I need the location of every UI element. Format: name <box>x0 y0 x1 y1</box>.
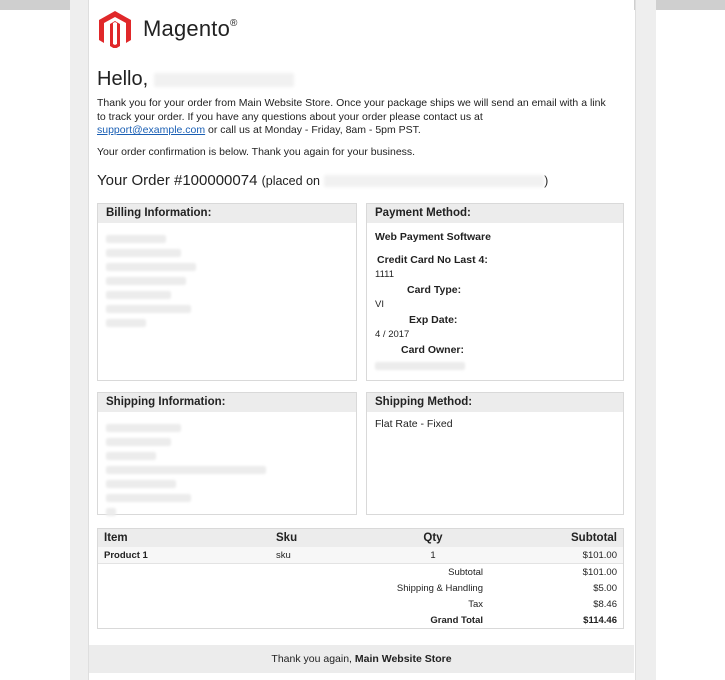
cc-last4-value: 1111 <box>375 269 395 280</box>
order-email <box>89 0 634 680</box>
col-item: Item <box>98 529 270 547</box>
item-name: Product 1 <box>98 547 270 564</box>
support-email-link[interactable]: support@example.com <box>97 124 206 136</box>
order-title: Your Order #100000074 (placed on ) <box>97 172 549 189</box>
billing-panel <box>97 203 357 381</box>
item-qty: 1 <box>377 547 489 564</box>
payment-method-name: Web Payment Software <box>375 231 491 243</box>
card-owner-label: Card Owner: <box>401 344 465 356</box>
shipping-method-heading: Shipping Method: <box>367 393 623 412</box>
tax-value: $8.46 <box>593 598 617 610</box>
shipping-label: Shipping & Handling <box>396 582 483 594</box>
subtotal-label: Subtotal <box>270 564 489 581</box>
item-subtotal: $101.00 <box>489 547 623 564</box>
magento-logo-icon <box>97 10 133 48</box>
cc-last4-label: Credit Card No Last 4: <box>377 254 488 266</box>
exp-date-label: Exp Date: <box>409 314 458 326</box>
left-gutter <box>70 0 89 680</box>
tax-label: Tax <box>468 598 483 610</box>
grand-total-label: Grand Total <box>430 614 483 626</box>
totals-row-grand <box>98 612 623 628</box>
shipping-value: $5.00 <box>593 582 617 594</box>
confirmation-text: Your order confirmation is below. Thank you again for your business. <box>97 146 416 158</box>
shipping-address-redacted <box>98 412 356 522</box>
footer-store-name: Main Website Store <box>354 653 452 665</box>
totals-row-shipping <box>98 580 623 596</box>
billing-address-redacted <box>98 223 356 333</box>
order-items-table <box>97 528 624 629</box>
redacted-card-owner <box>375 362 465 370</box>
email-footer: Thank you again, Main Website Store <box>89 645 634 673</box>
shipping-info-panel <box>97 392 357 515</box>
right-gutter <box>635 0 656 680</box>
col-subtotal: Subtotal <box>489 529 623 547</box>
card-type-value: VI <box>375 299 384 310</box>
billing-heading: Billing Information: <box>98 204 356 223</box>
subtotal-value: $101.00 <box>489 564 623 581</box>
shipping-info-heading: Shipping Information: <box>98 393 356 412</box>
shipping-method-panel <box>366 392 624 515</box>
card-type-label: Card Type: <box>407 284 462 296</box>
totals-row-subtotal <box>98 564 623 581</box>
payment-heading: Payment Method: <box>367 204 623 223</box>
col-sku: Sku <box>270 529 377 547</box>
greeting-heading: Hello, <box>97 68 294 91</box>
item-sku: sku <box>270 547 377 564</box>
logo-wordmark: Magento® <box>143 16 238 41</box>
table-row <box>98 547 623 564</box>
payment-panel <box>366 203 624 381</box>
totals-row-tax <box>98 596 623 612</box>
shipping-method-value: Flat Rate - Fixed <box>375 418 453 430</box>
col-qty: Qty <box>377 529 489 547</box>
intro-paragraph: Thank you for your order from Main Website Store. Once your package ships we will send an email with a link to track your order. If you have any questions about your order please contact us at support@example.com or call us at Monday - Friday, 8am - 5pm PST. <box>97 97 606 136</box>
grand-total-value: $114.46 <box>583 614 617 626</box>
redacted-order-date <box>324 175 544 187</box>
redacted-customer-name <box>154 73 294 87</box>
exp-date-value: 4 / 2017 <box>375 329 410 340</box>
